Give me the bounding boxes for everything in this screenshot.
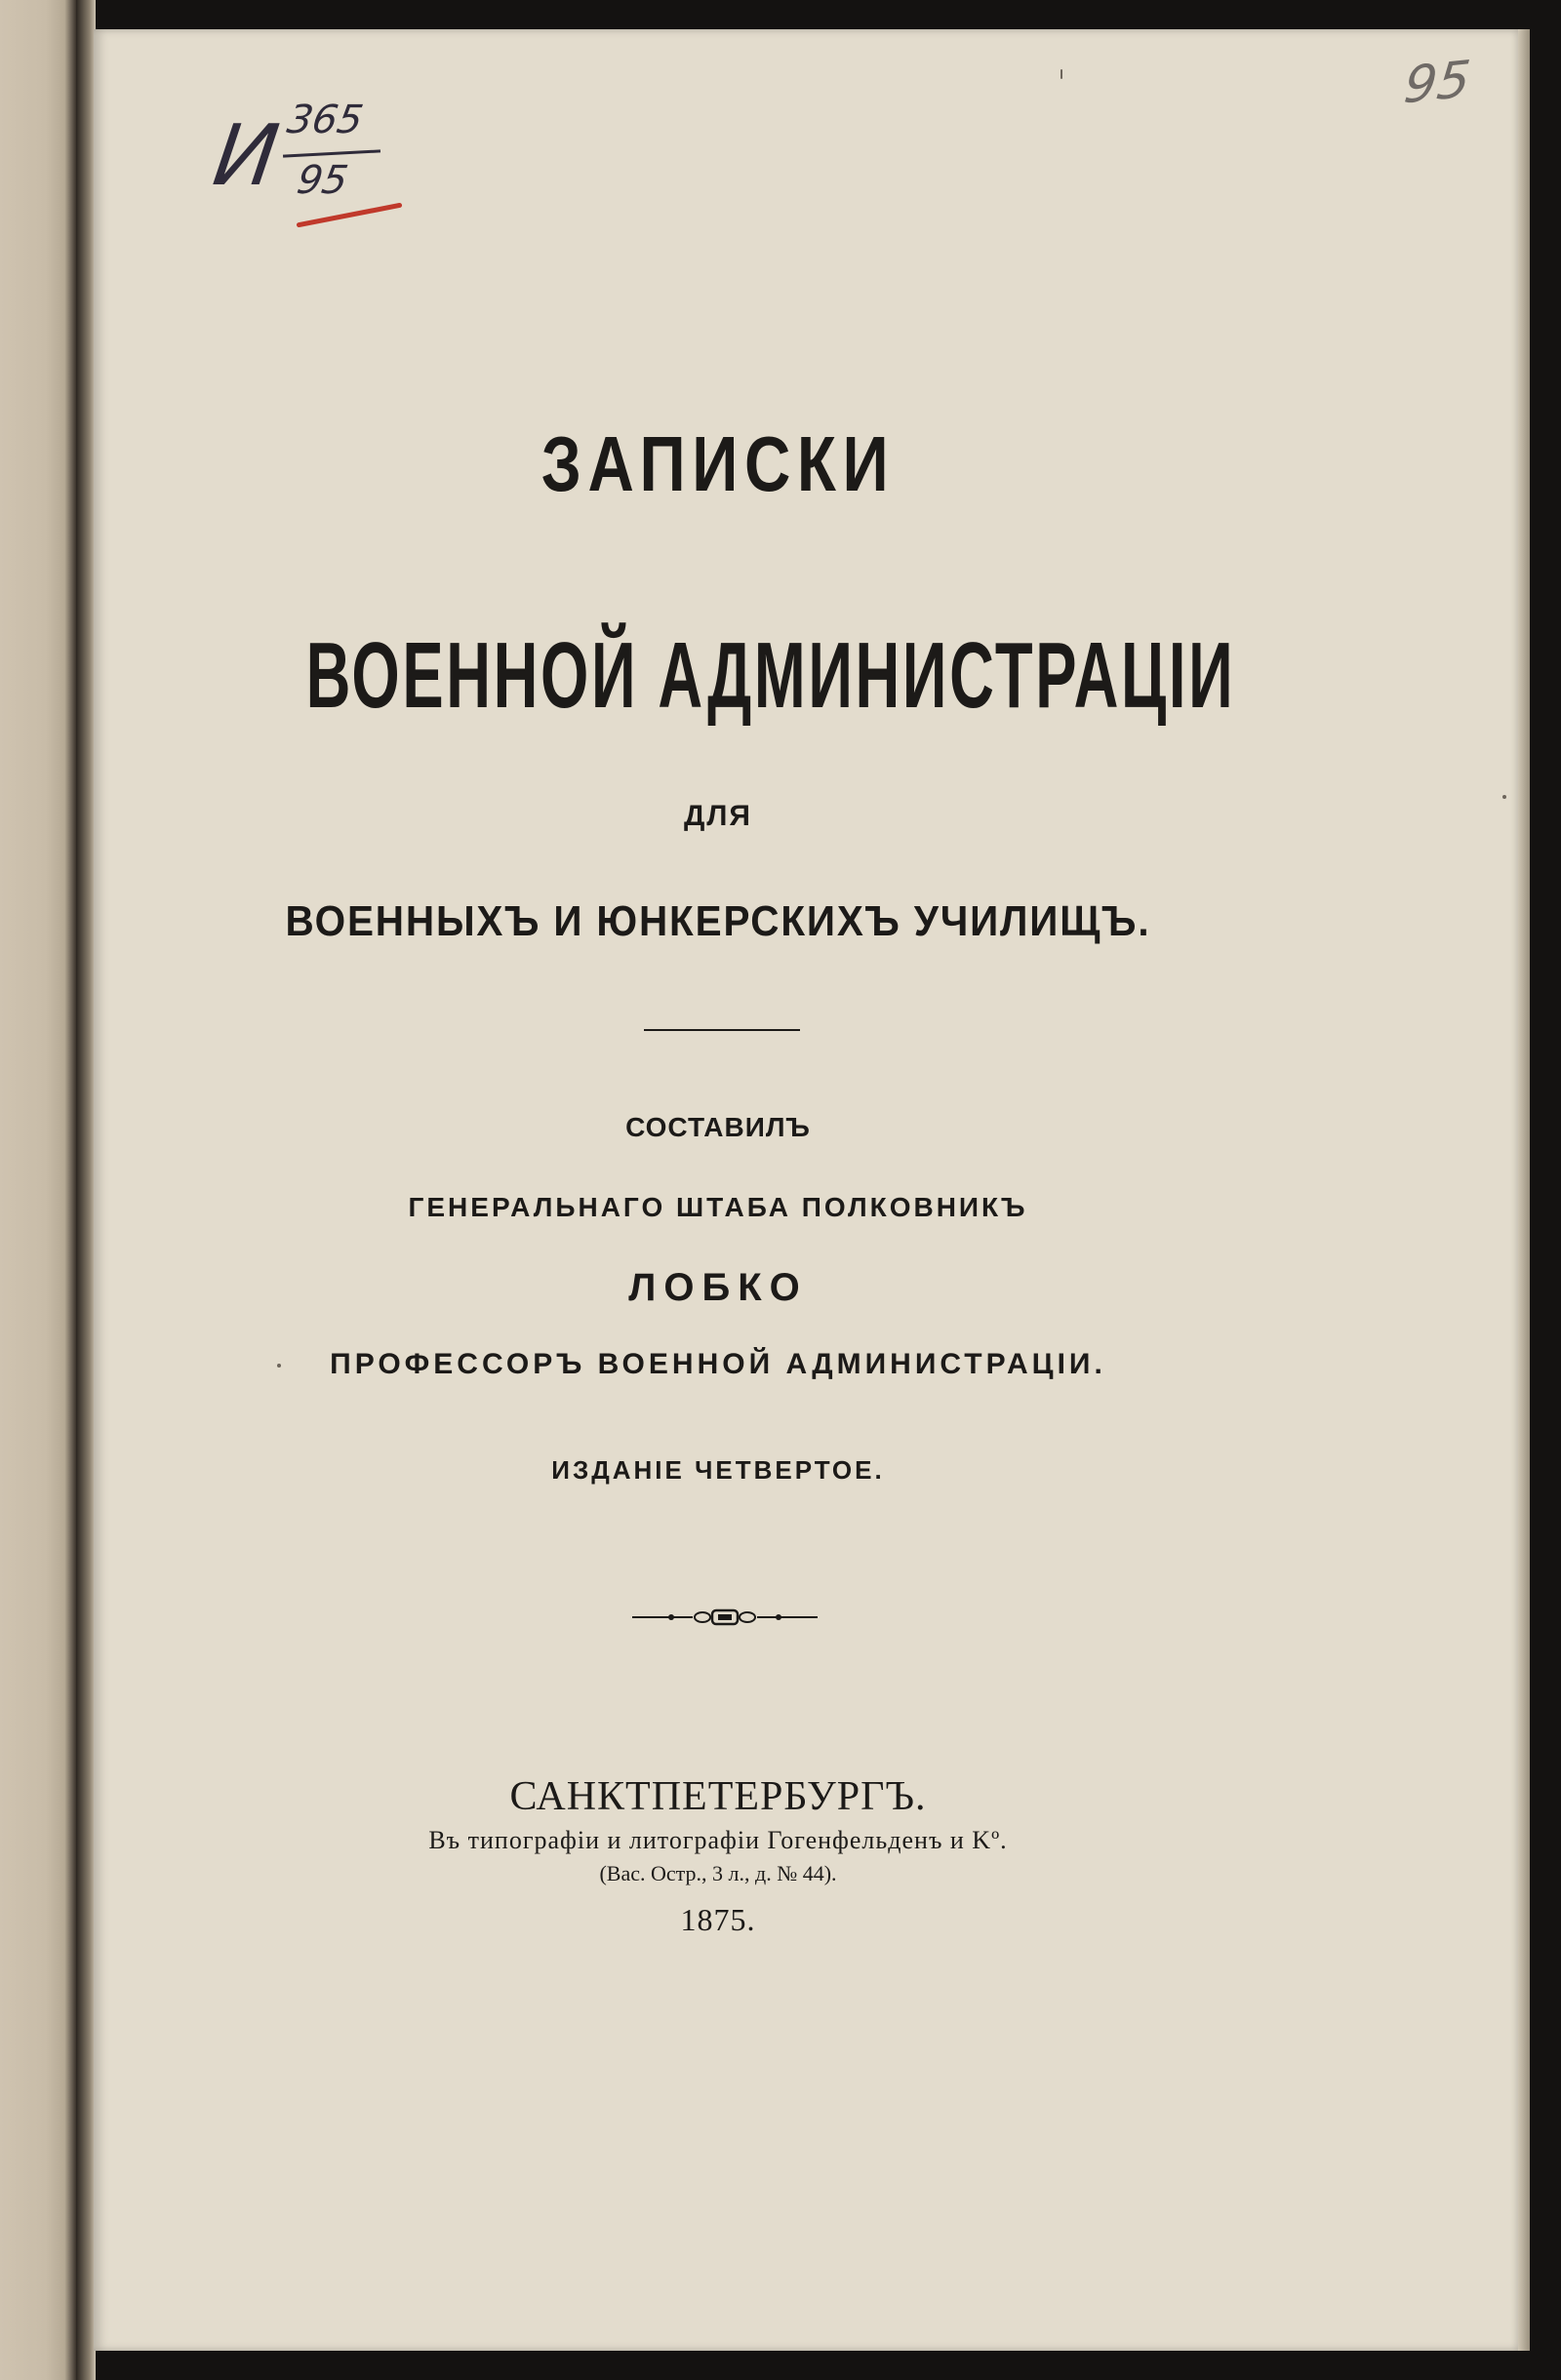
schools-subtitle: ВОЕННЫХЪ И ЮНКЕРСКИХЪ УЧИЛИЩЪ. bbox=[285, 897, 1151, 945]
compiled-by-label: СОСТАВИЛЪ bbox=[625, 1112, 811, 1142]
shelfmark-letter: И bbox=[207, 107, 283, 205]
handwritten-shelfmark bbox=[207, 98, 424, 254]
shelfmark-fraction-bar bbox=[283, 149, 380, 157]
paper-speck bbox=[1061, 69, 1062, 79]
book-spine-edge bbox=[0, 0, 76, 2380]
imprint-press: Въ типографіи и литографіи Гогенфельденъ и Kº. bbox=[428, 1826, 1008, 1854]
author-name: ЛОБКО bbox=[628, 1266, 808, 1309]
for-text: ДЛЯ bbox=[684, 800, 752, 832]
paper-speck bbox=[1502, 795, 1506, 799]
author-position: ПРОФЕССОРЪ ВОЕННОЙ АДМИНИСТРАЦІИ. bbox=[330, 1348, 1106, 1380]
paper-speck bbox=[277, 1364, 281, 1368]
imprint-address: (Вас. Остр., 3 л., д. № 44). bbox=[599, 1861, 837, 1885]
title-page bbox=[94, 29, 1518, 2351]
shelfmark-denominator: 95 bbox=[293, 158, 351, 203]
page-edge bbox=[1518, 29, 1530, 2351]
ornament-icon bbox=[632, 1605, 818, 1630]
imprint-city: САНКТПЕТЕРБУРГЪ. bbox=[509, 1774, 927, 1819]
edition-label: ИЗДАНІЕ ЧЕТВЕРТОЕ. bbox=[551, 1455, 885, 1485]
divider-rule bbox=[644, 1029, 800, 1031]
red-pencil-underline bbox=[297, 203, 403, 228]
handwritten-corner-note: 95 bbox=[1401, 50, 1473, 116]
title-line-1: ЗАПИСКИ bbox=[540, 420, 896, 507]
shelfmark-numerator: 365 bbox=[283, 98, 367, 142]
title-line-2: ВОЕННОЙ АДМИНИСТРАЦІИ bbox=[305, 623, 1236, 728]
author-rank: ГЕНЕРАЛЬНАГО ШТАБА ПОЛКОВНИКЪ bbox=[408, 1192, 1028, 1222]
book-gutter bbox=[76, 0, 96, 2380]
imprint-year: 1875. bbox=[680, 1902, 756, 1937]
